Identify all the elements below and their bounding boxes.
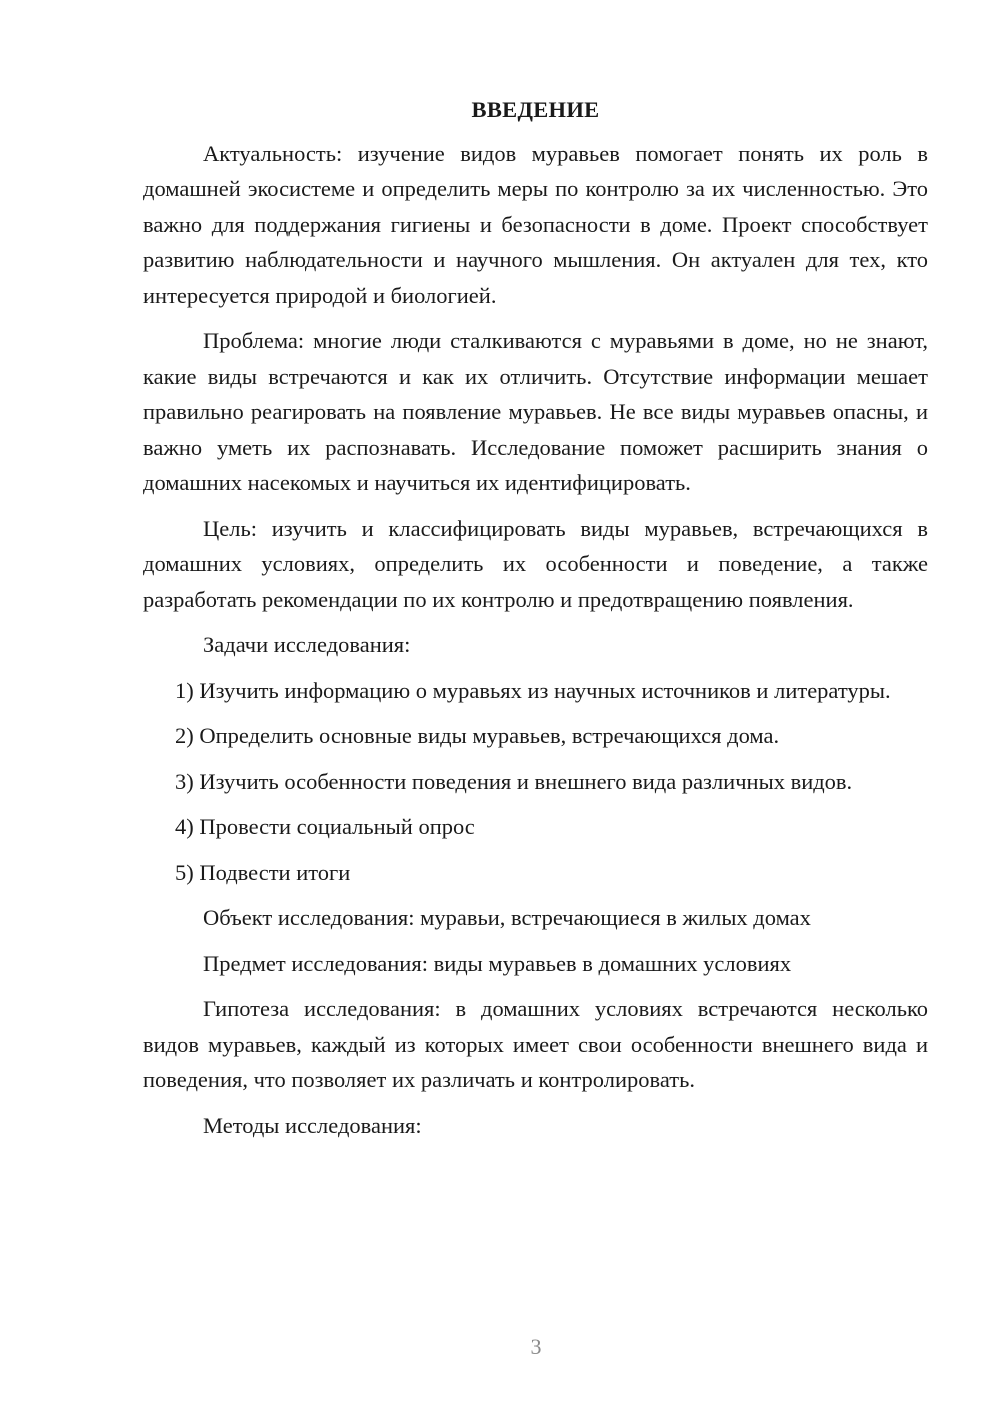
research-methods: Методы исследования: bbox=[203, 1112, 422, 1138]
page-number: 3 bbox=[530, 1334, 542, 1359]
relevance-paragraph: Актуальность: изучение видов муравьев помогает понять их роль в домашней экосистеме и определить меры по контролю за их численностью. Это важно для поддержания гигиены и безопасности в доме. Проект способствует развитию наблюдательности и научного мышления. Он актуален для тех, кто интересуется природой и биологией. bbox=[143, 140, 928, 308]
research-subject: Предмет исследования: виды муравьев в домашних условиях bbox=[203, 950, 792, 976]
task-item-5: 5) Подвести итоги bbox=[175, 859, 351, 885]
task-item-2: 2) Определить основные виды муравьев, встречающихся дома. bbox=[175, 723, 780, 748]
tasks-heading: Задачи исследования: bbox=[203, 632, 411, 657]
document-page bbox=[143, 92, 928, 1153]
problem-paragraph: Проблема: многие люди сталкиваются с муравьями в доме, но не знают, какие виды встречаются и как их отличить. Отсутствие информации мешает правильно реагировать на появление муравьев. Не все виды муравьев опасны, и важно уметь их распознавать. Исследование поможет расширить знания о домашних насекомых и научиться их идентифицировать. bbox=[143, 328, 928, 495]
research-object: Объект исследования: муравьи, встречающиеся в жилых домах bbox=[203, 905, 811, 930]
goal-paragraph: Цель: изучить и классифицировать виды муравьев, встречающихся в домашних условиях, определить их особенности и поведение, а также разработать рекомендации по их контролю и предотвращению появления. bbox=[143, 515, 928, 612]
section-title: ВВЕДЕНИЕ bbox=[471, 97, 600, 122]
research-hypothesis: Гипотеза исследования: в домашних условиях встречаются несколько видов муравьев, каждый из которых имеет свои особенности внешнего вида и поведения, что позволяет их различать и контролировать. bbox=[143, 996, 928, 1092]
task-item-1: 1) Изучить информацию о муравьях из научных источников и литературы. bbox=[175, 677, 891, 703]
task-item-4: 4) Провести социальный опрос bbox=[175, 814, 475, 839]
task-item-3: 3) Изучить особенности поведения и внешнего вида различных видов. bbox=[175, 768, 853, 794]
